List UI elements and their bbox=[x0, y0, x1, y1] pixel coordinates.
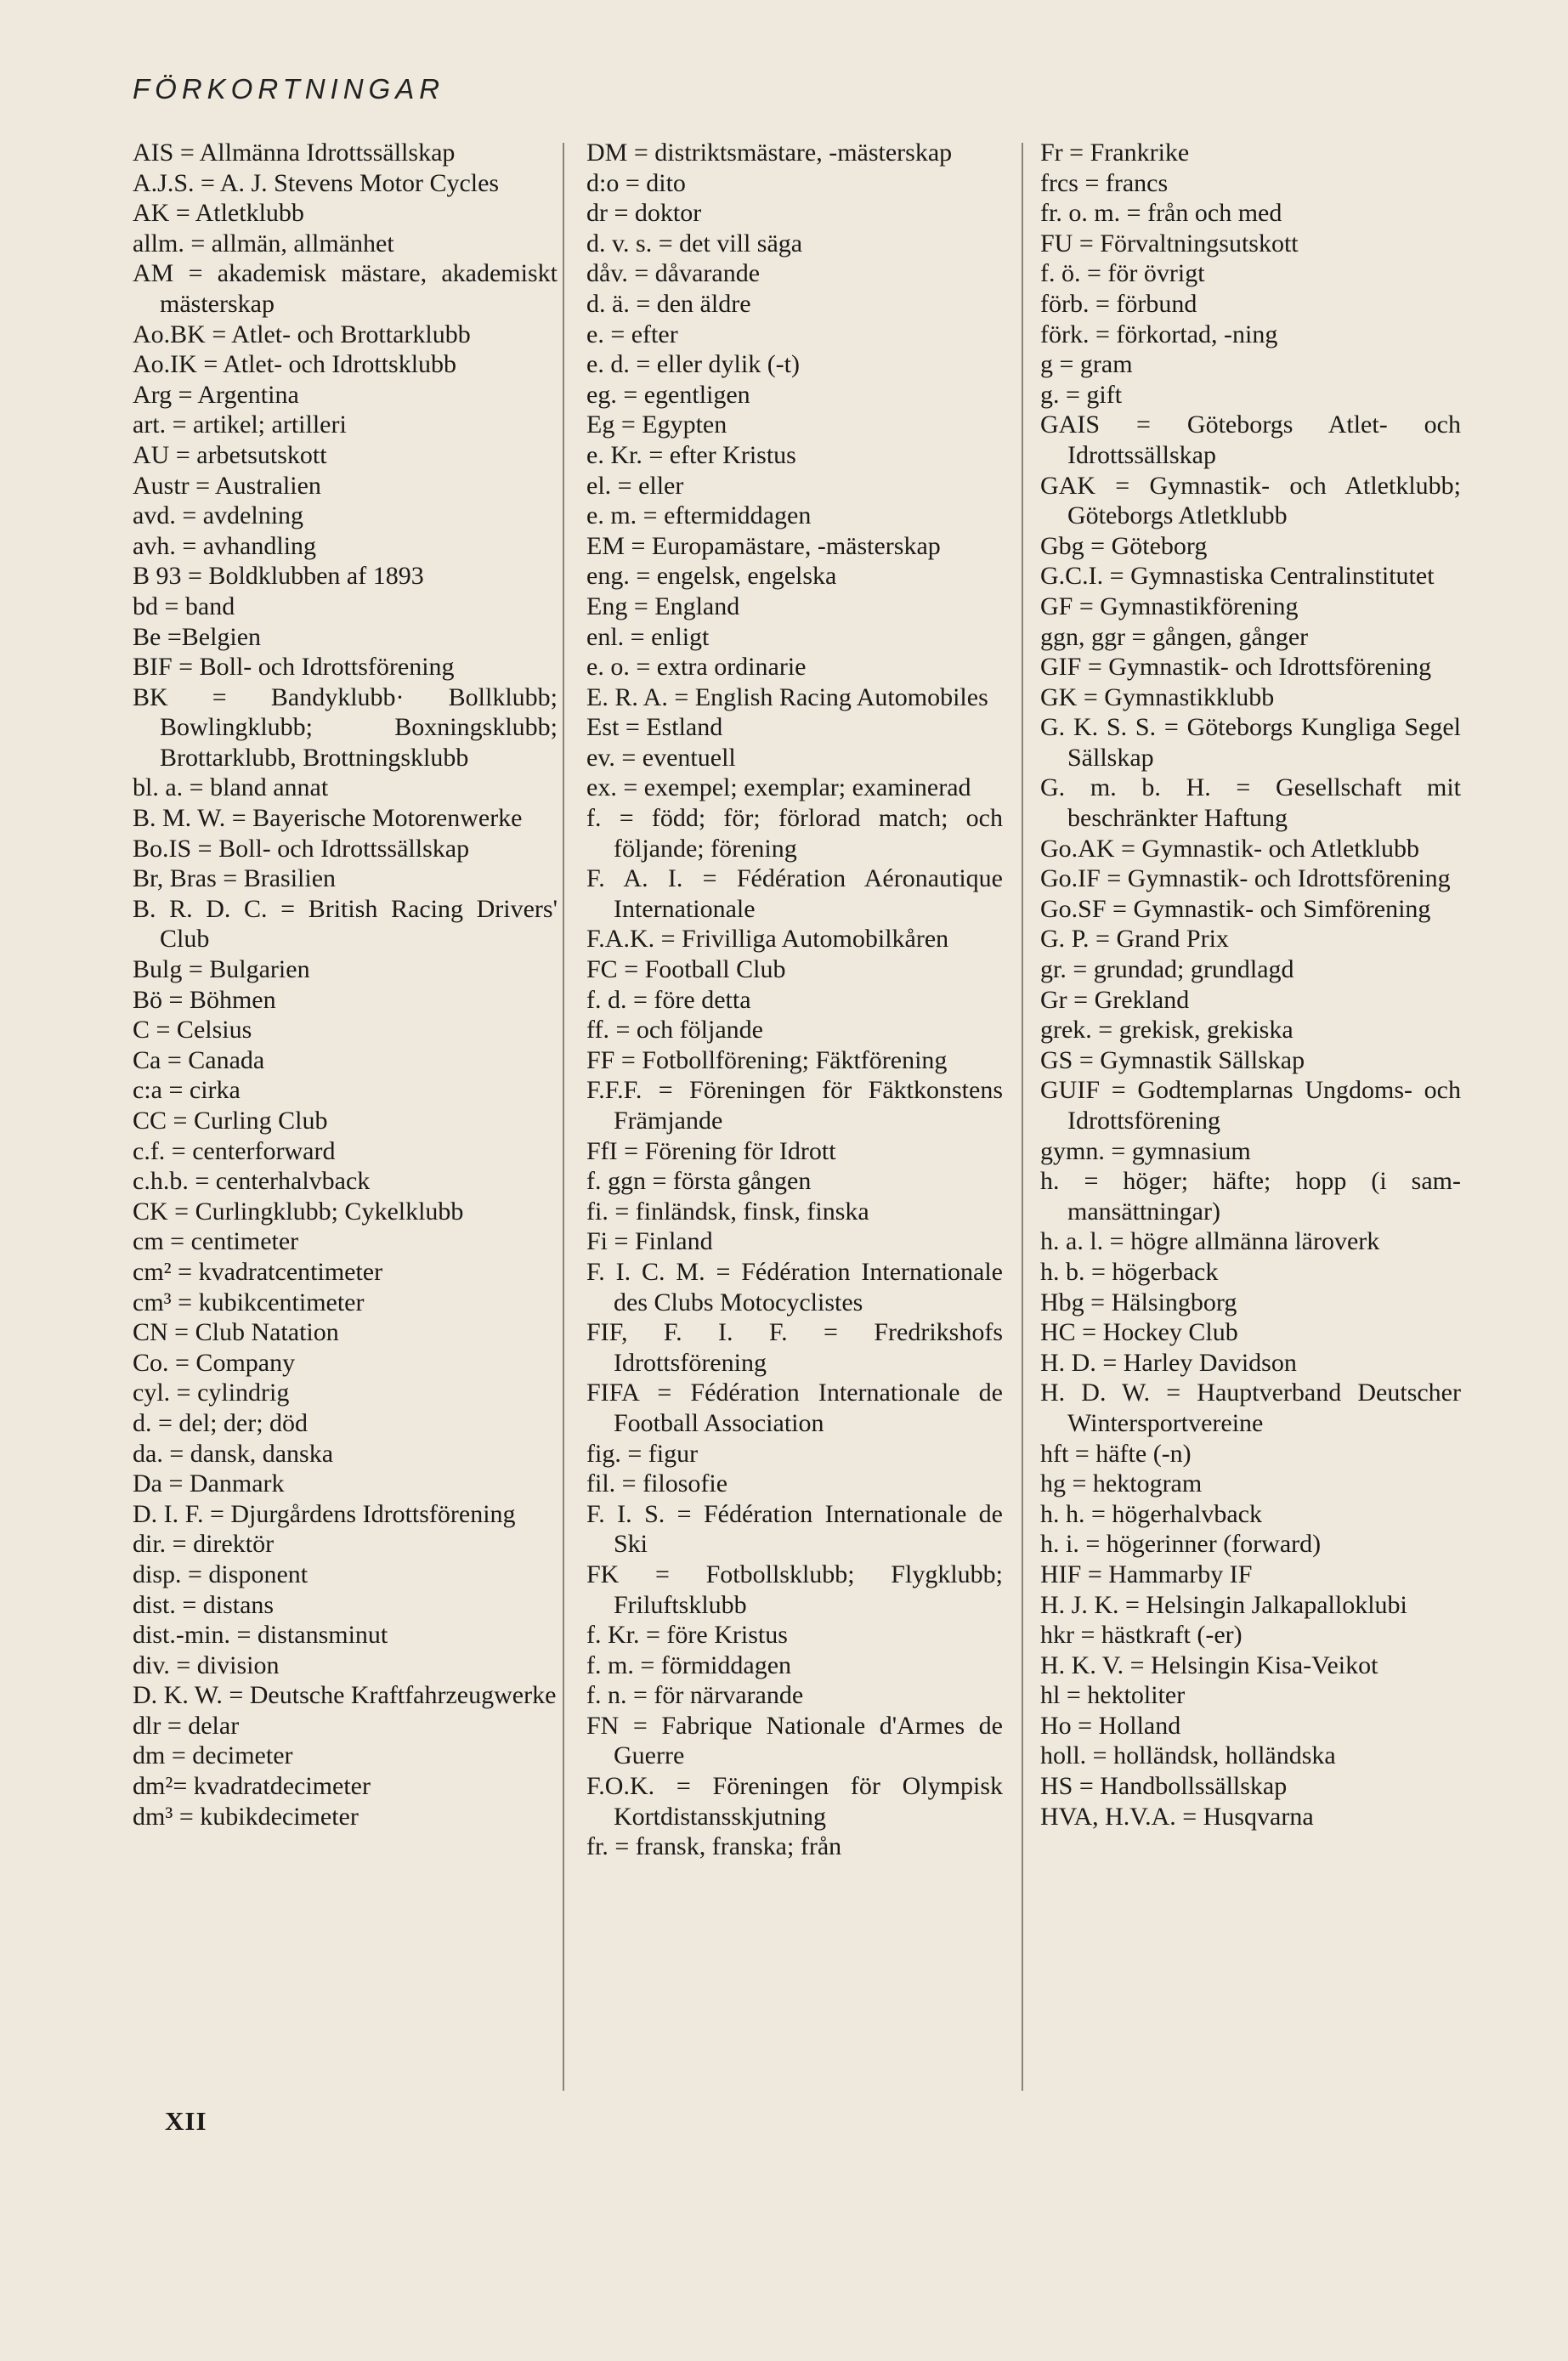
abbreviation-entry: fr. o. m. = från och med bbox=[1040, 199, 1282, 228]
abbreviation-entry: e. = efter bbox=[586, 320, 678, 348]
abbreviation-entry: d. = del; der; död bbox=[133, 1408, 309, 1437]
abbreviation-entry: bd = band bbox=[133, 592, 235, 620]
abbreviation-entry: dlr = delar bbox=[133, 1711, 240, 1740]
abbreviation-entry: C = Celsius bbox=[133, 1016, 252, 1045]
abbreviation-entry: EM = Europamästare, -mästerskap bbox=[586, 531, 941, 560]
abbreviation-entry: E. R. A. = English Racing Automobiles bbox=[586, 682, 988, 711]
abbreviation-entry: FU = Förvaltningsutskott bbox=[1040, 229, 1299, 258]
abbreviation-entry: da. = dansk, danska bbox=[133, 1439, 334, 1468]
abbreviation-entry: DM = distriktsmästare, -mästerskap bbox=[586, 139, 953, 167]
abbreviation-entry: Ho = Holland bbox=[1040, 1711, 1181, 1740]
abbreviation-entry: B. R. D. C. = British Racing Drivers' Club bbox=[133, 894, 558, 954]
abbreviation-entry: Bö = Böhmen bbox=[133, 985, 276, 1014]
abbreviation-entry: FK = Fotbollsklubb; Flygklubb; Friluftsklubb bbox=[586, 1560, 1003, 1619]
abbreviation-entry: f. d. = före detta bbox=[586, 985, 751, 1014]
abbreviation-entry: A.J.S. = A. J. Stevens Motor Cycles bbox=[133, 168, 500, 197]
abbreviation-entry: FN = Fabrique Nationale d'Armes de Guerre bbox=[586, 1711, 1003, 1770]
abbreviation-entry: F.O.K. = Föreningen för Olympisk Kortdistansskjutning bbox=[586, 1772, 1003, 1831]
abbreviation-entry: c:a = cirka bbox=[133, 1076, 241, 1105]
abbreviation-entry: dr = doktor bbox=[586, 199, 702, 228]
abbreviation-entry: Be =Belgien bbox=[133, 622, 262, 651]
page-header: FÖRKORTNINGAR bbox=[133, 73, 445, 105]
abbreviation-entry: cm = centimeter bbox=[133, 1227, 299, 1256]
abbreviation-entry: Go.SF = Gymnastik- och Simförening bbox=[1040, 894, 1431, 923]
abbreviation-entry: hkr = hästkraft (-er) bbox=[1040, 1621, 1243, 1650]
abbreviation-entry: F.F.F. = Föreningen för Fäktkonstens Främjande bbox=[586, 1076, 1003, 1135]
abbreviation-entry: FIF, F. I. F. = Fredrikshofs Idrottsförening bbox=[586, 1318, 1003, 1377]
abbreviation-entry: g = gram bbox=[1040, 350, 1133, 379]
abbreviation-entry: d. ä. = den äldre bbox=[586, 289, 751, 318]
abbreviation-entry: c.h.b. = centerhalvback bbox=[133, 1167, 371, 1196]
abbreviation-entry: HVA, H.V.A. = Husqvarna bbox=[1040, 1802, 1314, 1831]
abbreviation-entry: d:o = dito bbox=[586, 168, 686, 197]
abbreviation-entry: fi. = finländsk, finsk, finska bbox=[586, 1197, 869, 1226]
abbreviation-entry: CK = Curlingklubb; Cykelklubb bbox=[133, 1197, 464, 1226]
abbreviation-entry: FC = Football Club bbox=[586, 955, 786, 984]
abbreviation-entry: förb. = förbund bbox=[1040, 289, 1197, 318]
column-divider-2 bbox=[1022, 143, 1023, 2091]
abbreviation-entry: F.A.K. = Frivilliga Automobilkåren bbox=[586, 925, 949, 954]
abbreviation-entry: Eng = England bbox=[586, 592, 740, 620]
page-number: XII bbox=[165, 2106, 207, 2136]
abbreviation-entry: AM = akademisk mästare, akademiskt mästerskap bbox=[133, 259, 558, 318]
abbreviation-entry: el. = eller bbox=[586, 471, 684, 500]
abbreviation-entry: avh. = avhandling bbox=[133, 531, 317, 560]
abbreviation-entry: GK = Gymnastikklubb bbox=[1040, 682, 1275, 711]
abbreviation-entry: GF = Gymnastikförening bbox=[1040, 592, 1299, 620]
abbreviation-entry: hg = hektogram bbox=[1040, 1469, 1203, 1498]
abbreviation-entry: H. D. = Harley Davidson bbox=[1040, 1348, 1297, 1377]
abbreviation-entry: c.f. = centerforward bbox=[133, 1136, 336, 1165]
abbreviation-entry: allm. = allmän, allmänhet bbox=[133, 229, 394, 258]
abbreviation-entry: B 93 = Boldklubben af 1893 bbox=[133, 562, 424, 591]
abbreviation-entry: dist. = distans bbox=[133, 1590, 275, 1619]
abbreviation-entry: GS = Gymnastik Sällskap bbox=[1040, 1045, 1305, 1074]
abbreviation-entry: BK = Bandyklubb· Bollklubb; Bowlingklubb; Boxningsklubb; Brottarklubb, Brottningsklubb bbox=[133, 682, 558, 772]
abbreviation-entry: FF = Fotbollförening; Fäktförening bbox=[586, 1045, 948, 1074]
abbreviation-entry: F. I. C. M. = Fédération Internationale des Clubs Motocyclistes bbox=[586, 1257, 1003, 1316]
abbreviation-entry: ex. = exempel; exemplar; examinerad bbox=[586, 773, 971, 802]
abbreviation-entry: fil. = filosofie bbox=[586, 1469, 728, 1498]
abbreviation-entry: eg. = egentligen bbox=[586, 380, 750, 409]
abbreviation-entry: e. d. = eller dylik (-t) bbox=[586, 350, 801, 379]
abbreviation-entry: Bo.IS = Boll- och Idrottssällskap bbox=[133, 834, 470, 863]
abbreviation-entry: e. o. = extra ordinarie bbox=[586, 653, 807, 682]
abbreviation-entry: G. P. = Grand Prix bbox=[1040, 925, 1229, 954]
abbreviation-entry: f. n. = för närvarande bbox=[586, 1681, 804, 1710]
abbreviation-entry: cm² = kvadratcentimeter bbox=[133, 1257, 383, 1286]
abbreviation-entry: grek. = grekisk, grekiska bbox=[1040, 1016, 1293, 1045]
abbreviation-entry: CC = Curling Club bbox=[133, 1107, 328, 1135]
abbreviation-entry: dm³ = kubikdecimeter bbox=[133, 1802, 359, 1831]
abbreviation-entry: Fi = Finland bbox=[586, 1227, 713, 1256]
abbreviation-entry: dm = decimeter bbox=[133, 1741, 293, 1770]
abbreviation-entry: dir. = direktör bbox=[133, 1530, 275, 1559]
abbreviation-entry: Go.IF = Gymnastik- och Idrottsförening bbox=[1040, 864, 1451, 893]
abbreviation-entry: Est = Estland bbox=[586, 713, 723, 742]
abbreviation-entry: Bulg = Bulgarien bbox=[133, 955, 310, 984]
abbreviation-entry: Gr = Grekland bbox=[1040, 985, 1190, 1014]
abbreviation-entry: f. m. = förmiddagen bbox=[586, 1650, 792, 1679]
abbreviation-entry: hft = häfte (-n) bbox=[1040, 1439, 1192, 1468]
abbreviation-entry: cyl. = cylindrig bbox=[133, 1379, 290, 1407]
abbreviation-entry: holl. = holländsk, holländska bbox=[1040, 1741, 1336, 1770]
abbreviation-entry: avd. = avdelning bbox=[133, 501, 304, 530]
abbreviation-entry: HS = Handbollssällskap bbox=[1040, 1772, 1288, 1801]
abbreviation-entry: HIF = Hammarby IF bbox=[1040, 1560, 1253, 1588]
abbreviation-entry: G. m. b. H. = Gesellschaft mit beschränkter Haftung bbox=[1040, 773, 1461, 833]
abbreviation-entry: d. v. s. = det vill säga bbox=[586, 229, 803, 258]
abbreviation-column-2 bbox=[586, 138, 1003, 1862]
abbreviation-entry: dm²= kvadratdecimeter bbox=[133, 1772, 371, 1801]
abbreviation-entry: Fr = Frankrike bbox=[1040, 139, 1190, 167]
abbreviation-entry: D. K. W. = Deutsche Kraftfahrzeugwerke bbox=[133, 1681, 557, 1710]
abbreviation-entry: H. K. V. = Helsingin Kisa-Veikot bbox=[1040, 1650, 1378, 1679]
abbreviation-entry: förk. = förkortad, -ning bbox=[1040, 320, 1278, 348]
abbreviation-entry: h. a. l. = högre allmänna läroverk bbox=[1040, 1227, 1380, 1256]
abbreviation-entry: Ao.BK = Atlet- och Brottarklubb bbox=[133, 320, 471, 348]
abbreviation-entry: FfI = Förening för Idrott bbox=[586, 1136, 836, 1165]
abbreviation-entry: disp. = disponent bbox=[133, 1560, 309, 1588]
abbreviation-entry: BIF = Boll- och Idrottsförening bbox=[133, 653, 455, 682]
abbreviation-entry: CN = Club Natation bbox=[133, 1318, 339, 1347]
abbreviation-entry: Ao.IK = Atlet- och Idrottsklubb bbox=[133, 350, 457, 379]
abbreviation-entry: H. D. W. = Hauptverband Deutscher Wintersportvereine bbox=[1040, 1379, 1461, 1437]
column-divider-1 bbox=[563, 143, 564, 2091]
abbreviation-entry: f. Kr. = före Kristus bbox=[586, 1621, 788, 1650]
abbreviation-entry: HC = Hockey Club bbox=[1040, 1318, 1238, 1347]
abbreviation-entry: Br, Bras = Brasilien bbox=[133, 864, 337, 893]
abbreviation-entry: GAK = Gymnastik- och Atletklubb; Göteborgs Atletklubb bbox=[1040, 471, 1461, 530]
abbreviation-entry: FIFA = Fédération Internationale de Football Association bbox=[586, 1379, 1003, 1437]
abbreviation-entry: art. = artikel; artilleri bbox=[133, 410, 347, 439]
abbreviation-entry: e. Kr. = efter Kristus bbox=[586, 440, 796, 469]
abbreviation-entry: G. K. S. S. = Göteborgs Kungliga Segel Sällskap bbox=[1040, 713, 1461, 772]
abbreviation-entry: g. = gift bbox=[1040, 380, 1123, 409]
abbreviation-entry: ev. = eventuell bbox=[586, 743, 736, 772]
abbreviation-entry: AK = Atletklubb bbox=[133, 199, 304, 228]
abbreviation-entry: Co. = Company bbox=[133, 1348, 296, 1377]
abbreviation-entry: D. I. F. = Djurgårdens Idrottsförening bbox=[133, 1499, 516, 1528]
abbreviation-entry: cm³ = kubikcentimeter bbox=[133, 1288, 365, 1316]
abbreviation-entry: Ca = Canada bbox=[133, 1045, 265, 1074]
abbreviation-entry: frcs = francs bbox=[1040, 168, 1169, 197]
abbreviation-entry: h. b. = högerback bbox=[1040, 1257, 1219, 1286]
abbreviation-entry: dåv. = dåvarande bbox=[586, 259, 761, 288]
abbreviation-entry: G.C.I. = Gymnastiska Centralinstitutet bbox=[1040, 562, 1435, 591]
abbreviation-entry: bl. a. = bland annat bbox=[133, 773, 329, 802]
abbreviation-entry: div. = division bbox=[133, 1650, 280, 1679]
abbreviation-entry: F. I. S. = Fédération Internationale de Ski bbox=[586, 1499, 1003, 1559]
abbreviation-entry: ggn, ggr = gången, gånger bbox=[1040, 622, 1309, 651]
abbreviation-entry: gr. = grundad; grundlagd bbox=[1040, 955, 1294, 984]
abbreviation-entry: Eg = Egypten bbox=[586, 410, 727, 439]
abbreviation-entry: GUIF = Godtemplarnas Ungdoms- och Idrottsförening bbox=[1040, 1076, 1461, 1135]
abbreviation-entry: GAIS = Göteborgs Atlet- och Idrottssällskap bbox=[1040, 410, 1461, 469]
abbreviation-entry: dist.-min. = distansminut bbox=[133, 1621, 388, 1650]
abbreviation-entry: h. = höger; häfte; hopp (i sammansättningar) bbox=[1040, 1167, 1461, 1226]
abbreviation-entry: Austr = Australien bbox=[133, 471, 321, 500]
abbreviation-entry: Arg = Argentina bbox=[133, 380, 299, 409]
abbreviation-column-3 bbox=[1040, 138, 1461, 1832]
abbreviation-entry: f. ggn = första gången bbox=[586, 1167, 812, 1196]
abbreviation-entry: GIF = Gymnastik- och Idrottsförening bbox=[1040, 653, 1432, 682]
abbreviation-entry: h. h. = högerhalvback bbox=[1040, 1499, 1263, 1528]
abbreviation-entry: AU = arbetsutskott bbox=[133, 440, 327, 469]
abbreviation-column-1 bbox=[133, 138, 558, 1832]
abbreviation-entry: AIS = Allmänna Idrottssällskap bbox=[133, 139, 456, 167]
abbreviation-entry: Gbg = Göteborg bbox=[1040, 531, 1208, 560]
abbreviation-entry: ff. = och följande bbox=[586, 1016, 763, 1045]
abbreviation-entry: fr. = fransk, franska; från bbox=[586, 1832, 842, 1861]
abbreviation-entry: fig. = figur bbox=[586, 1439, 699, 1468]
abbreviation-entry: B. M. W. = Bayerische Motorenwerke bbox=[133, 804, 523, 833]
abbreviation-entry: H. J. K. = Helsingin Jalkapalloklubi bbox=[1040, 1590, 1407, 1619]
abbreviation-entry: hl = hektoliter bbox=[1040, 1681, 1186, 1710]
abbreviation-entry: gymn. = gymnasium bbox=[1040, 1136, 1251, 1165]
abbreviation-entry: e. m. = eftermiddagen bbox=[586, 501, 812, 530]
abbreviation-entry: h. i. = högerinner (forward) bbox=[1040, 1530, 1322, 1559]
abbreviation-entry: Go.AK = Gymnastik- och Atletklubb bbox=[1040, 834, 1420, 863]
abbreviation-entry: enl. = enligt bbox=[586, 622, 710, 651]
abbreviation-entry: Da = Danmark bbox=[133, 1469, 285, 1498]
abbreviation-entry: eng. = engelsk, engelska bbox=[586, 562, 837, 591]
abbreviation-entry: f. = född; för; förlorad match; och följande; förening bbox=[586, 804, 1003, 863]
abbreviation-entry: f. ö. = för övrigt bbox=[1040, 259, 1205, 288]
abbreviation-entry: Hbg = Hälsingborg bbox=[1040, 1288, 1237, 1316]
abbreviation-entry: F. A. I. = Fédération Aéronautique Internationale bbox=[586, 864, 1003, 923]
